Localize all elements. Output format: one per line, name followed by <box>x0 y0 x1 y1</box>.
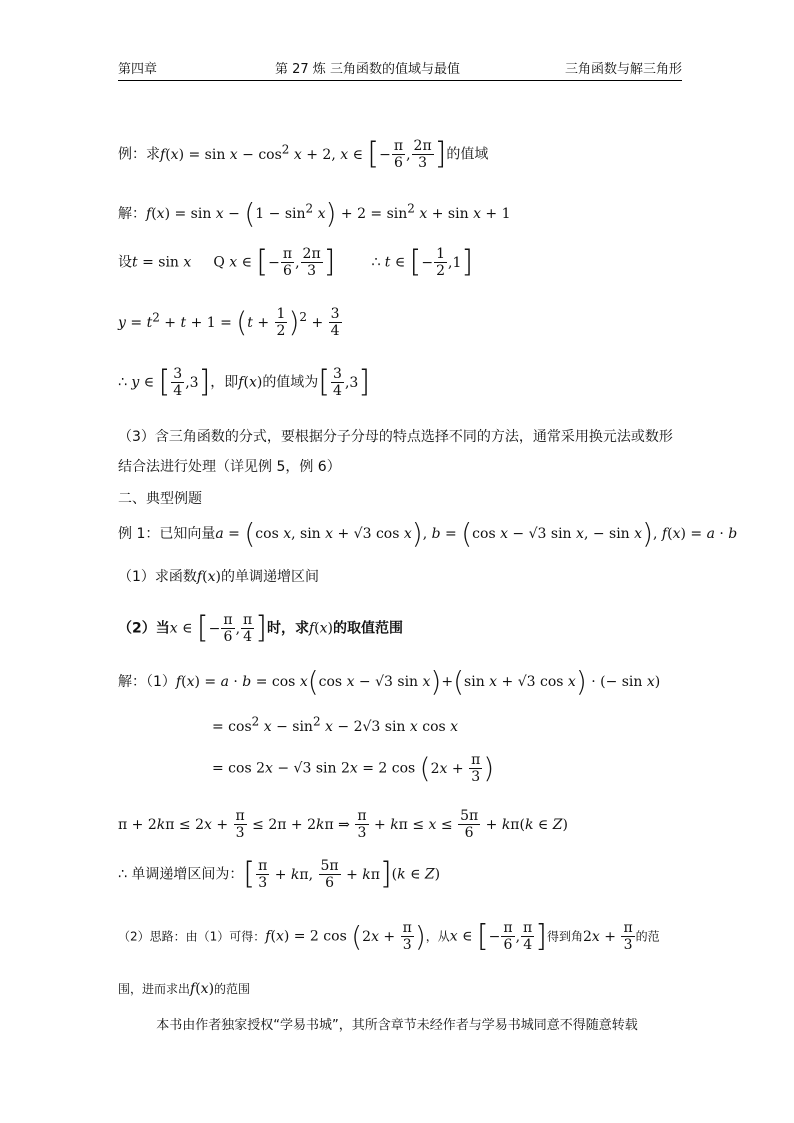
substitution-line: 设t = sin x Q x ∈ [− $\frac{\pi}{6}$ , $\frac{2\pi}{3}$ ] ∴ t ∈ [− $\frac{1}{2}$ ,1] <box>118 244 474 280</box>
range-result: ∴ y ∈ [ $\frac{3}{4}$ ,3]，即f(x)的值域为[ $\frac{3}{4}$ ,3] <box>118 364 371 400</box>
copyright-footer: 本书由作者独家授权“学易书城”，其所含章节未经作者与学易书城同意不得随意转载 <box>156 1018 638 1033</box>
paragraph-3-line1: （3）含三角函数的分式，要根据分子分母的特点选择不同的方法，通常采用换元法或数形 <box>118 429 673 445</box>
paragraph-3-line2: 结合法进行处理（详见例 5，例 6） <box>118 459 341 475</box>
solution-1-step1: 解：（1）f(x) = a · b = cos x(cos x − √3 sin x)+(sin x + √3 cos x) · (− sin x) <box>118 665 661 698</box>
header-chapter: 第四章 <box>118 62 158 77</box>
question-1: （1）求函数f(x)的单调递增区间 <box>118 569 319 585</box>
approach-line1: （2）思路：由（1）可得：f(x) = 2 cos (2x + $\frac{\pi}{3}$ )，从x ∈ [− $\frac{\pi}{6}$ , $\frac{\pi}{4}$ ]得到角2x + $\frac{\pi}{3}$ 的范 <box>118 919 660 954</box>
header-lesson-title: 第 27 炼 三角函数的值域与最值 <box>275 62 460 77</box>
solution-line: 解：$f(x) = \sin x - (1 - \sin^2 x) + 2 = \sin^2 x + \sin x + 1$ <box>118 197 511 230</box>
quadratic-line: $y = t^2 + t + 1 = (t$ + $\frac{1}{2}$ )$^2$ + $\frac{3}{4}$ <box>118 305 340 339</box>
monotonic-interval: ∴ 单调递增区间为：[ $\frac{\pi}{3}$ + kπ, $\frac{5\pi}{6}$ + kπ](k ∈ Z) <box>118 856 441 892</box>
question-2: （2）当x ∈ [− $\frac{\pi}{6}$ , $\frac{\pi}{4}$ ]时，求f(x)的取值范围 <box>118 610 403 646</box>
monotonic-inequality: π + 2kπ ≤ 2x + $\frac{\pi}{3}$ ≤ 2π + 2kπ ⇒ $\frac{\pi}{3}$ + kπ ≤ x ≤ $\frac{5\pi}{6}$ + kπ(k ∈ Z) <box>118 808 568 841</box>
example-problem: 例：求$f(x) = \sin x - \cos^2 x + 2$, x ∈ [− $\frac{\pi}{6}$ , $\frac{2\pi}{3}$ ]的值域 <box>118 136 489 172</box>
header-topic: 三角函数与解三角形 <box>564 62 682 77</box>
example-1-statement: 例 1：已知向量a = (cos x, sin x + √3 cos x), b = (cos x − √3 sin x, − sin x), f(x) = a · b <box>118 517 738 550</box>
header-rule <box>118 80 682 81</box>
solution-1-step2: = $\cos^2 x - \sin^2 x - 2√3$ sin x cos x <box>212 714 459 735</box>
approach-line2: 围，进而求出f(x)的范围 <box>118 981 251 997</box>
solution-1-step3: = cos 2x − √3 sin 2x = 2 cos (2x + $\frac{\pi}{3}$ ) <box>212 751 495 785</box>
section-heading: 二、典型例题 <box>118 491 202 507</box>
